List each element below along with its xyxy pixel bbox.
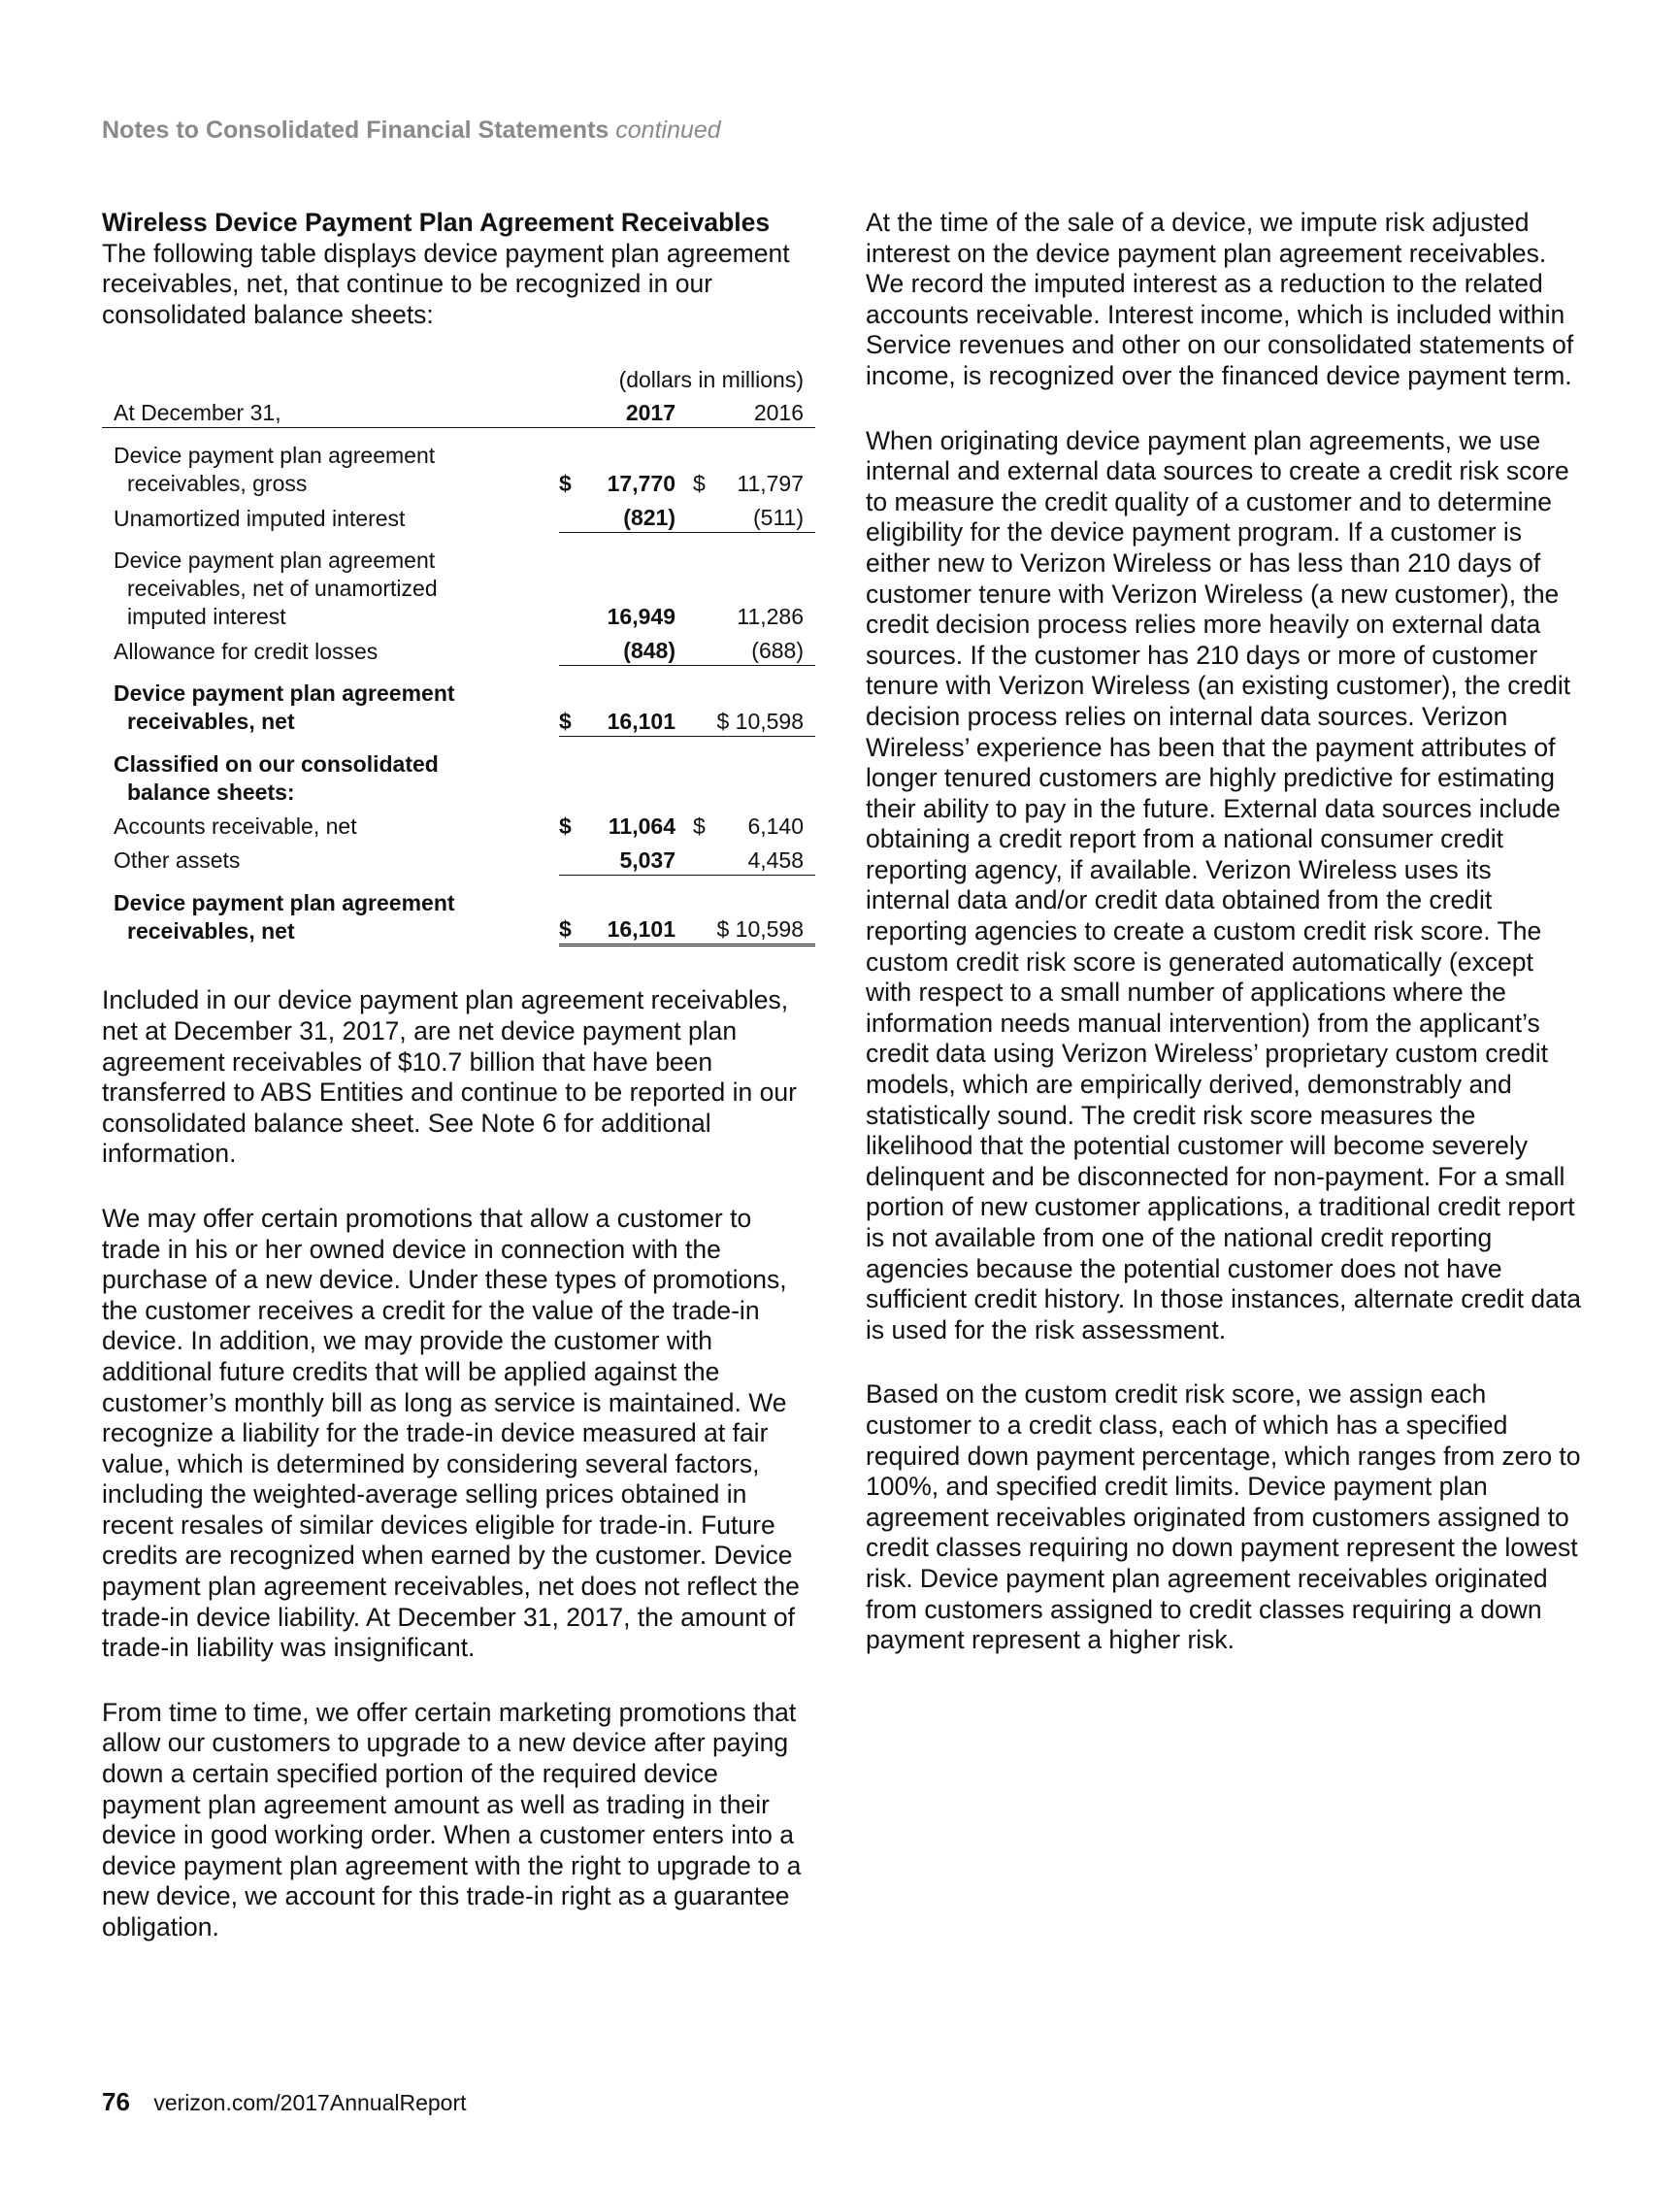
table-row: Device payment plan agreement receivables, net $ 16,101 $ 10,598 [102, 889, 815, 946]
section-title: Wireless Device Payment Plan Agreement Receivables [102, 208, 771, 237]
paragraph: When originating device payment plan agreements, we use internal and external data sources to create a credit risk score to measure the credit quality of a customer and to determine eligibility for the device payment program. If a customer is either new to Verizon Wireless or has less than 210 days of customer tenure with Verizon Wireless (a new customer), the credit decision process relies more heavily on external data sources. If the customer has 210 days or more of customer tenure with Verizon Wireless (an existing customer), the credit decision process relies on internal data sources. Verizon Wireless’ experience has been that the payment attributes of longer tenured customers are highly predictive for estimating their ability to pay in the future. External data sources include obtaining a credit report from a national consumer credit reporting agency, if available. Verizon Wireless uses its internal data and/or credit data obtained from the credit reporting agencies to create a custom credit risk score. The custom credit risk score is generated automatically (except with respect to a small number of applications where the information needs manual intervention) from the applicant’s credit data using Verizon Wireless’ proprietary custom credit models, which are empirically derived, demonstrably and statistically sound. The credit risk score measures the likelihood that the potential customer will become severely delinquent and be disconnected for non-payment. For a small portion of new customer applications, a traditional credit report is not available from one of the national credit reporting agencies because the potential customer does not have sufficient credit history. In those instances, alternate credit data is used for the risk assessment. [866, 425, 1581, 1344]
page-number: 76 [102, 2087, 130, 2116]
table-intro: The following table displays device payment plan agreement receivables, net, that continue to be recognized in our consolidated balance sheets: [102, 238, 790, 329]
page-footer [102, 2087, 467, 2117]
table-row: Device payment plan agreement receivables, net of unamortized imputed interest 16,949 11,286 [114, 548, 804, 630]
table-row: Allowance for credit losses (848) (688) [102, 637, 815, 666]
table-col-label: At December 31, [102, 394, 559, 428]
footer-url[interactable]: verizon.com/2017AnnualReport [153, 2090, 467, 2115]
table-row: Device payment plan agreement receivables, net $ 16,101 $ 10,598 [102, 680, 815, 736]
table-year-current: 2017 [559, 394, 687, 428]
paragraph: From time to time, we offer certain marketing promotions that allow our customers to upgrade to a new device after paying down a certain specified portion of the required device payment plan agreement amount as well as trading in their device in good working order. When a customer enters into a device payment plan agreement with the right to upgrade to a new device, we account for this trade-in right as a guarantee obligation. [102, 1697, 802, 1941]
table-row: Accounts receivable, net $ 11,064 $ 6,140 [114, 813, 804, 839]
paragraph: We may offer certain promotions that allow a customer to trade in his or her owned device in connection with the purchase of a new device. Under these types of promotions, the customer receives a credit for the value of the trade-in device. In addition, we may provide the customer with additional future credits that will be applied against the customer’s monthly bill as long as service is maintained. We recognize a liability for the trade-in device measured at fair value, which is determined by considering several factors, including the weighted-average selling prices obtained in recent resales of similar devices eligible for trade-in. Future credits are recognized when earned by the customer. Device payment plan agreement receivables, net does not reflect the trade-in device liability. At December 31, 2017, the amount of trade-in liability was insignificant. [102, 1203, 800, 1663]
table-year-prior: 2016 [687, 394, 815, 428]
paragraph: Included in our device payment plan agreement receivables, net at December 31, 2017, are net device payment plan agreement receivables of $10.7 billion that have been transferred to ABS Entities and continue to be reported in our consolidated balance sheet. See Note 6 for additional information. [102, 985, 797, 1169]
header-title: Notes to Consolidated Financial Statements [102, 116, 609, 144]
receivables-table [102, 361, 815, 946]
table-row: Classified on our consolidated balance sheets: [114, 750, 439, 805]
table-unit: (dollars in millions) [618, 367, 804, 393]
table-row: Device payment plan agreement receivables, gross $ 17,770 $ 11,797 [114, 443, 804, 497]
paragraph: Based on the custom credit risk score, we assign each customer to a credit class, each of which has a specified required down payment percentage, which ranges from zero to 100%, and specified credit limits. Device payment plan agreement receivables originated from customers assigned to credit classes requiring no down payment represent the lowest risk. Device payment plan agreement receivables originated from customers assigned to credit classes requiring a down payment represent a higher risk. [866, 1379, 1581, 1655]
left-column [102, 208, 815, 1977]
right-column [866, 208, 1581, 1690]
header-continued: continued [615, 116, 721, 144]
table-row: Unamortized imputed interest (821) (511) [102, 504, 815, 533]
paragraph: At the time of the sale of a device, we impute risk adjusted interest on the device payment plan agreement receivables. We record the imputed interest as a reduction to the related accounts receivable. Interest income, which is included within Service revenues and other on our consolidated statements of income, is recognized over the financed device payment term. [866, 208, 1574, 390]
page-header [102, 116, 721, 145]
table-row: Other assets 5,037 4,458 [102, 846, 815, 876]
